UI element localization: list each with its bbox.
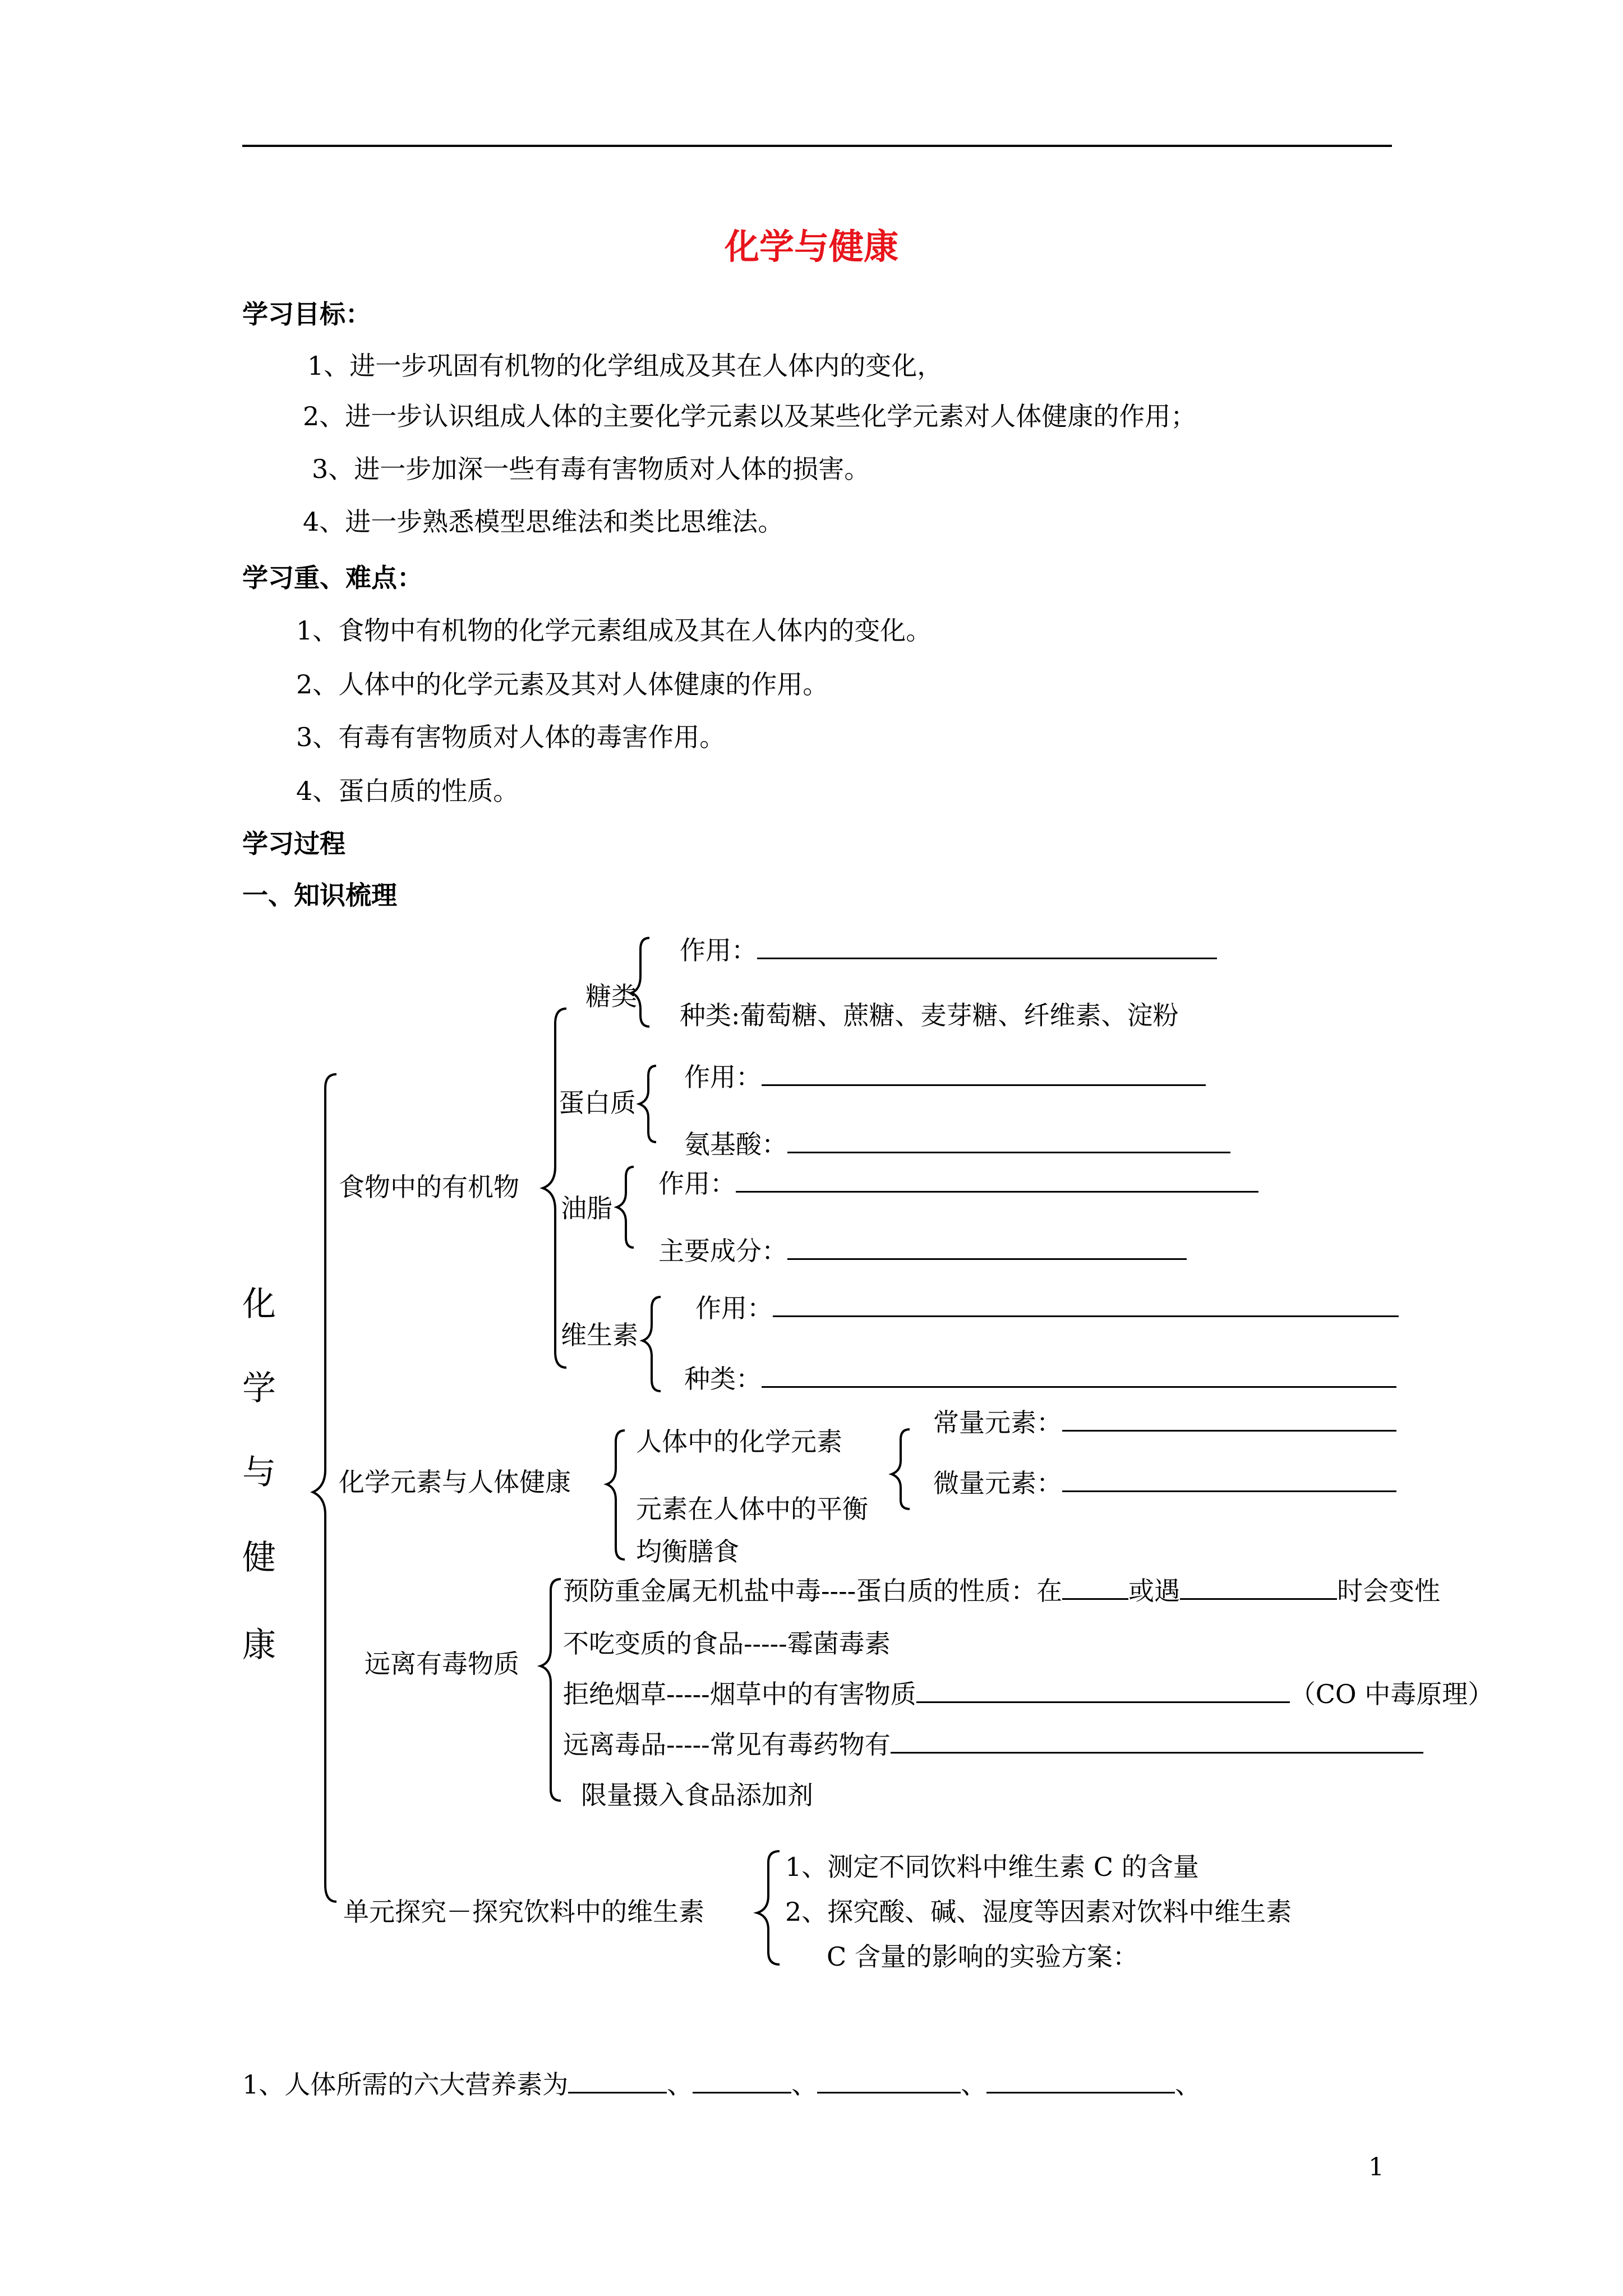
answer-blank[interactable] xyxy=(817,2069,961,2093)
balanced-diet: 均衡膳食 xyxy=(636,1536,739,1567)
answer-blank[interactable] xyxy=(787,1236,1187,1260)
goal-item: 3、进一步加深一些有毒有害物质对人体的损害。 xyxy=(312,454,870,484)
inquiry-item2-cont: C 含量的影响的实验方案： xyxy=(827,1941,1138,1972)
answer-blank[interactable] xyxy=(762,1364,1396,1388)
page-number: 1 xyxy=(1368,2153,1384,2182)
goals-heading: 学习目标： xyxy=(242,299,371,329)
trace-elements: 微量元素： xyxy=(933,1466,1396,1500)
elements-balance: 元素在人体中的平衡 xyxy=(636,1494,868,1524)
vitamin-role: 作用： xyxy=(695,1291,1399,1325)
root-char: 与 xyxy=(242,1453,276,1492)
answer-blank[interactable] xyxy=(1062,1407,1396,1432)
inquiry-brace xyxy=(757,1851,780,1964)
keypoints-heading: 学习重、难点： xyxy=(242,563,423,593)
fat-brace xyxy=(617,1167,634,1248)
protein-label: 蛋白质 xyxy=(559,1088,636,1118)
answer-blank[interactable] xyxy=(568,2069,667,2093)
fat-label: 油脂 xyxy=(561,1193,612,1223)
tobacco-line: 拒绝烟草-----烟草中的有害物质 （CO 中毒原理） xyxy=(563,1679,1494,1709)
goal-item: 4、进一步熟悉模型思维法和类比思维法。 xyxy=(303,507,784,537)
goal-item: 1、进一步巩固有机物的化学组成及其在人体内的变化， xyxy=(307,351,943,381)
answer-blank[interactable] xyxy=(916,1679,1290,1703)
question-1: 1、人体所需的六大营养素为 、 、 、 、 xyxy=(242,2069,1201,2100)
answer-blank[interactable] xyxy=(1062,1576,1128,1600)
vitamin-label: 维生素 xyxy=(561,1320,638,1350)
answer-blank[interactable] xyxy=(1180,1576,1337,1600)
sugar-kinds: 种类:葡萄糖、蔗糖、麦芽糖、纤维素、淀粉 xyxy=(680,1000,1179,1030)
keypoint-item: 2、人体中的化学元素及其对人体健康的作用。 xyxy=(296,669,829,700)
keypoint-item: 4、蛋白质的性质。 xyxy=(296,776,519,806)
answer-blank[interactable] xyxy=(1062,1468,1396,1492)
sugar-label: 糖类 xyxy=(585,981,637,1011)
chem-elements-brace xyxy=(892,1429,910,1509)
root-char: 康 xyxy=(242,1626,276,1665)
root-char: 化 xyxy=(242,1285,276,1324)
toxic-label: 远离有毒物质 xyxy=(365,1649,519,1679)
inquiry-item1: 1、测定不同饮料中维生素 C 的含量 xyxy=(785,1852,1199,1882)
answer-blank[interactable] xyxy=(773,1293,1399,1317)
inquiry-label: 单元探究－探究饮料中的维生素 xyxy=(343,1897,704,1927)
organic-label: 食物中的有机物 xyxy=(339,1172,519,1202)
vitamin-kinds: 种类： xyxy=(684,1362,1396,1396)
root-char: 健 xyxy=(242,1538,276,1577)
toxic-brace xyxy=(541,1579,561,1801)
protein-amino: 氨基酸： xyxy=(684,1128,1230,1161)
protein-brace xyxy=(639,1066,656,1142)
organic-brace xyxy=(543,1009,566,1368)
elements-brace xyxy=(607,1430,625,1559)
answer-blank[interactable] xyxy=(757,935,1217,959)
root-brace xyxy=(313,1074,336,1902)
process-heading: 学习过程 xyxy=(242,829,345,859)
answer-blank[interactable] xyxy=(986,2069,1175,2093)
section1-heading: 一、知识梳理 xyxy=(242,880,397,910)
inquiry-item2: 2、探究酸、碱、湿度等因素对饮料中维生素 xyxy=(785,1897,1292,1927)
answer-blank[interactable] xyxy=(787,1129,1230,1153)
heavy-metal-line: 预防重金属无机盐中毒----蛋白质的性质：在 或遇 时会变性 xyxy=(563,1576,1441,1606)
answer-blank[interactable] xyxy=(693,2069,791,2093)
keypoint-item: 3、有毒有害物质对人体的毒害作用。 xyxy=(296,722,726,752)
keypoint-item: 1、食物中有机物的化学元素组成及其在人体内的变化。 xyxy=(296,615,932,646)
additives-line: 限量摄入食品添加剂 xyxy=(581,1780,813,1810)
sugar-role: 作用： xyxy=(680,933,1217,967)
root-char: 学 xyxy=(242,1369,276,1408)
goal-item: 2、进一步认识组成人体的主要化学元素以及某些化学元素对人体健康的作用； xyxy=(303,401,1197,431)
major-elements: 常量元素： xyxy=(933,1406,1396,1439)
answer-blank[interactable] xyxy=(736,1168,1258,1193)
spoiled-food-line: 不吃变质的食品-----霉菌毒素 xyxy=(563,1628,891,1659)
elements-in-body: 人体中的化学元素 xyxy=(636,1427,842,1457)
answer-blank[interactable] xyxy=(891,1729,1423,1754)
fat-role: 作用： xyxy=(658,1167,1258,1200)
protein-role: 作用： xyxy=(684,1060,1206,1094)
fat-main: 主要成分： xyxy=(658,1234,1187,1268)
vitamin-brace xyxy=(643,1297,661,1391)
page-title: 化学与健康 xyxy=(724,226,898,267)
answer-blank[interactable] xyxy=(762,1062,1206,1086)
drugs-line: 远离毒品-----常见有毒药物有 xyxy=(563,1728,1423,1761)
elements-label: 化学元素与人体健康 xyxy=(339,1467,571,1497)
